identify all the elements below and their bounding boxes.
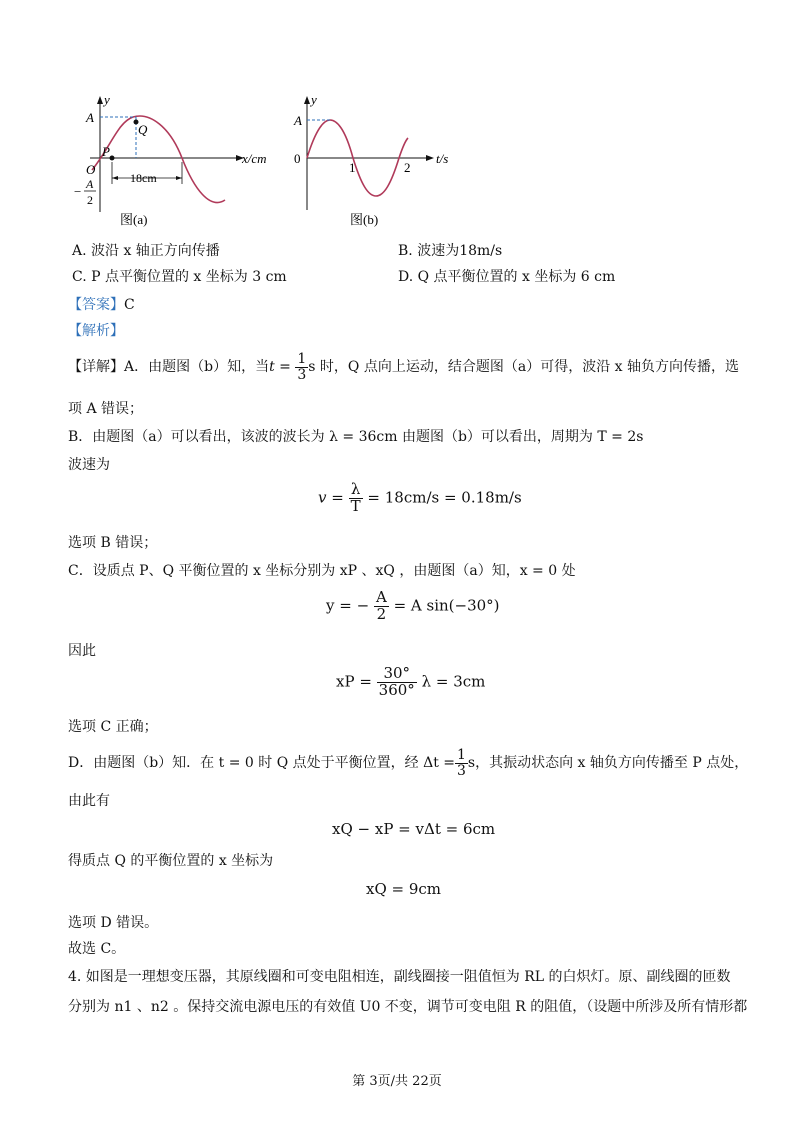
- fig-b-caption: 图(b): [350, 212, 379, 227]
- eq3-left: xP =: [336, 672, 372, 691]
- fig-a-y-label: y: [104, 92, 110, 107]
- detail-p9-b: s，其振动状态向 x 轴负方向传播至 P 点处，: [467, 755, 749, 772]
- detail-line-11: 得质点 Q 的平衡位置的 x 坐标为: [68, 853, 274, 869]
- eq2-left: y = −: [326, 596, 370, 615]
- fig-b-y-label: y: [311, 92, 317, 107]
- question4-line-1: 4. 如图是一理想变压器，其原线圈和可变电阻相连，副线圈接一阻值恒为 RL 的白炽灯。原、副线圈的匝数: [68, 969, 731, 985]
- detail-p9-frac: [455, 748, 468, 778]
- fig-a-neg-half-top: A: [86, 177, 94, 191]
- eq1-den: T: [350, 496, 361, 515]
- detail-p1-den: 3: [297, 366, 307, 383]
- detail-line-6: C．设质点 P、Q 平衡位置的 x 坐标分别为 xP 、xQ ，由题图（a）知，x = 0 处: [68, 563, 576, 579]
- fig-b-amp-label: A: [294, 113, 302, 128]
- answer-tag: 【答案】: [68, 297, 124, 313]
- eq3-rest: λ = 3cm: [421, 672, 486, 691]
- fig-b-zero-label: 0: [294, 151, 301, 166]
- question4-line-2: 分别为 n1 、n2 。保持交流电源电压的有效值 U0 不变，调节可变电阻 R 的阻值，（设题中所涉及所有情形都: [68, 999, 748, 1015]
- detail-p9-den: 3: [457, 762, 466, 779]
- fig-a-neg-half-bottom: 2: [87, 193, 93, 207]
- eq1-rest: = 18cm/s = 0.18m/s: [367, 488, 522, 507]
- fig-b-tick-1: 1: [349, 160, 356, 175]
- figure-b: [293, 92, 448, 227]
- detail-p1-num: 1: [297, 351, 307, 367]
- detail-line-3: B．由题图（a）可以看出，该波的波长为 λ = 36cm 由题图（b）可以看出，周期为 T = 2s: [68, 429, 644, 445]
- fig-a-point-p: [110, 156, 115, 161]
- fig-b-y-arrow: [304, 96, 310, 104]
- fig-a-origin-label: O: [86, 162, 96, 177]
- fig-a-y-arrow: [97, 96, 103, 104]
- eq2-den: 2: [376, 604, 387, 623]
- wave-figures: [70, 92, 470, 232]
- answer-line: [68, 294, 135, 314]
- fig-a-caption: 图(a): [120, 212, 148, 227]
- eq2-frac: [374, 590, 389, 623]
- fig-a-neg-sign: −: [74, 184, 82, 199]
- fig-a-amp-label: A: [86, 110, 94, 125]
- detail-p9-a: D．由题图（b）知．在 t = 0 时 Q 点处于平衡位置，经 Δt =: [68, 755, 455, 772]
- detail-line-2: 项 A 错误；: [68, 401, 144, 417]
- detail-line-8: 选项 C 正确；: [68, 719, 158, 735]
- detail-p1-t: t: [269, 359, 275, 376]
- equation-4: xQ − xP = vΔt = 6cm: [332, 820, 496, 838]
- eq1-num: λ: [349, 482, 363, 499]
- figure-a: [74, 92, 267, 227]
- detail-line-13: 故选 C。: [68, 941, 126, 957]
- fig-a-span-label: 18cm: [130, 171, 157, 185]
- equation-5: xQ = 9cm: [366, 880, 442, 898]
- fig-a-x-label: x/cm: [242, 151, 267, 166]
- option-b: B. 波速为18m/s: [398, 243, 503, 259]
- equation-1: [318, 482, 522, 515]
- fig-a-q-label: Q: [138, 122, 148, 137]
- eq3-num: 30°: [377, 666, 417, 683]
- option-d: D. Q 点平衡位置的 x 坐标为 6 cm: [398, 269, 616, 285]
- fig-b-x-label: t/s: [436, 151, 449, 166]
- page-footer: 第 3页/共 22页: [352, 1074, 442, 1089]
- fig-a-span-arrow-l: [112, 176, 118, 180]
- detail-line-1: [68, 352, 739, 382]
- equation-2: [326, 590, 500, 623]
- eq3-frac: [377, 666, 417, 699]
- eq1-frac: [349, 482, 363, 515]
- detail-p1-b: s 时，Q 点向上运动，结合题图（a）可得，波沿 x 轴负方向传播，选: [308, 359, 739, 376]
- detail-line-5: 选项 B 错误；: [68, 535, 158, 551]
- analysis-tag: 【解析】: [68, 323, 124, 339]
- detail-line-9: [68, 748, 748, 778]
- detail-p1-a: 【详解】A．由题图（b）知，当: [68, 359, 270, 376]
- fig-a-p-label: P: [102, 144, 110, 159]
- detail-p1-eq: =: [274, 359, 296, 376]
- answer-value: C: [124, 297, 135, 313]
- option-c: C. P 点平衡位置的 x 坐标为 3 cm: [72, 269, 287, 285]
- fig-b-x-arrow: [426, 155, 434, 161]
- option-a: A. 波沿 x 轴正方向传播: [72, 243, 220, 259]
- detail-p9-num: 1: [457, 747, 466, 763]
- eq2-num: A: [375, 588, 387, 606]
- eq1-v: v =: [318, 488, 344, 507]
- fig-a-span-arrow-r: [176, 176, 182, 180]
- detail-line-10: 由此有: [68, 793, 110, 809]
- eq2-rest: = A sin(−30°): [393, 596, 500, 615]
- fig-b-tick-2: 2: [404, 160, 411, 175]
- detail-line-4: 波速为: [68, 457, 110, 473]
- detail-line-7: 因此: [68, 643, 96, 659]
- equation-3: [336, 666, 485, 699]
- detail-p1-frac: [295, 352, 308, 382]
- eq3-den: 360°: [378, 680, 415, 699]
- detail-line-12: 选项 D 错误。: [68, 915, 159, 931]
